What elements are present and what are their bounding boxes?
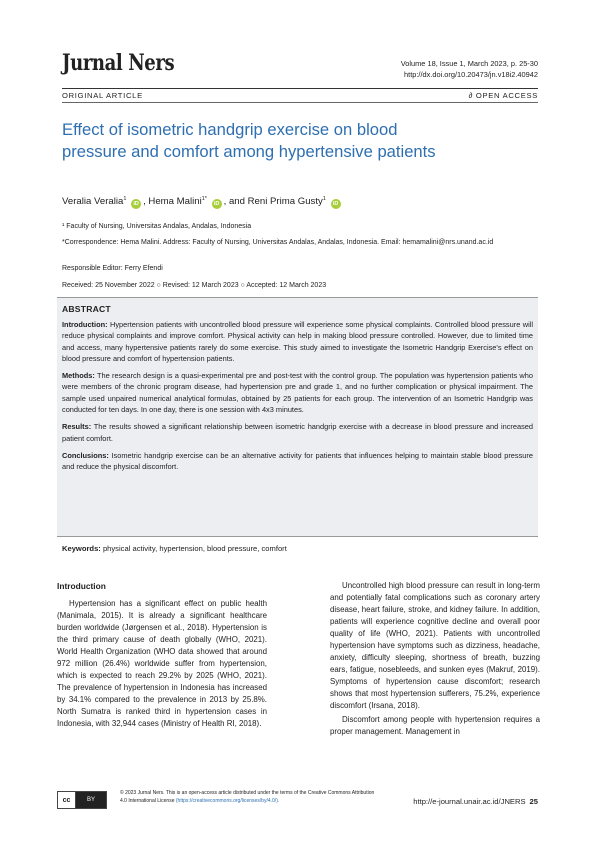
footer-site — [413, 797, 538, 806]
body-paragraph: Hypertension has a significant effect on public health (Manimala, 2015). It is already a significant healthcare burden worldwide (Jørgensen et al., 2018). Hypertension is the third primary cause of death globally (WHO, 2021). World Health Organization (WHO data showed that around 972 million (26.4%) worldwide suffer from hypertension, which is expected to reach 29.2% by 2025 (WHO, 2021). The prevalence of hypertension in Indonesia has increased by 34.1% compared to the prevalence in 2013 by 25.8%. North Sumatra is ranked third in hypertension cases in Indonesia, with 32,944 cases (Ministry of Health RI, 2018). — [57, 599, 267, 728]
abstract-box — [57, 297, 538, 537]
author-name: Hema Malini — [148, 196, 202, 208]
body-column-left — [57, 580, 267, 732]
abstract-introduction — [62, 319, 533, 364]
abstract-label: Methods: — [62, 371, 95, 381]
keywords-label: Keywords: — [62, 544, 101, 553]
license-text: © 2023 Jurnal Ners. This is an open-access article distributed under the terms of the Creative Commons Attribution 4.0 International License — [120, 790, 375, 804]
author-separator: , — [143, 196, 146, 208]
article-title: Effect of isometric handgrip exercise on blood pressure and comfort among hypertensive patients — [62, 120, 436, 161]
license-link[interactable]: (https://creativecommons.org/licenses/by/4.0/). — [175, 798, 280, 804]
author-affiliation-mark: 1 — [322, 196, 326, 202]
volume-line: Volume 18, Issue 1, March 2023, p. 25-30 — [400, 59, 538, 68]
author-name: , and Reni Prima Gusty — [223, 196, 323, 208]
cc-icon: cc — [58, 792, 76, 808]
open-access-label: ∂ OPEN ACCESS — [468, 91, 538, 100]
license-notice — [120, 789, 375, 805]
page-number: 25 — [529, 797, 538, 806]
issue-meta — [401, 58, 538, 80]
article-dates: Received: 25 November 2022 ○ Revised: 12 March 2023 ○ Accepted: 12 March 2023 — [62, 282, 327, 289]
abstract-conclusions — [62, 450, 533, 473]
abstract-text: The results showed a significant relationship between isometric handgrip exercise with a decrease in blood pressure and increased patient comfort. — [62, 422, 533, 443]
responsible-editor: Responsible Editor: Ferry Efendi — [62, 265, 163, 272]
abstract-label: Results: — [62, 422, 92, 432]
by-icon: BY — [76, 792, 106, 808]
body-column-right — [330, 580, 540, 740]
body-paragraph: Discomfort among people with hypertension requires a proper management. Management in — [330, 715, 540, 736]
body-paragraph: Uncontrolled high blood pressure can result in long-term and potentially fatal complications such as coronary artery disease, heart failure, stroke, and kidney failure. In addition, patients will experience cognitive decline and overall poor quality of life (WHO, 2021). Patients with uncontrolled hypertension have symptoms such as dizziness, headache, anxiety, difficulty sleeping, shortness of breath, buzzing ears, fatigue, nosebleeds, and sunken eyes (Makruf, 2019). Symptoms of hypertension cause discomfort; research shows that most hypertension sufferers, 75.2%, experience discomfort (Irsana, 2018). — [330, 581, 540, 710]
abstract-heading: ABSTRACT — [62, 304, 111, 314]
header-rule-secondary — [62, 102, 538, 103]
section-heading: Introduction — [57, 581, 106, 591]
keywords-text: physical activity, hypertension, blood pressure, comfort — [100, 544, 287, 553]
journal-name: Jurnal Ners — [62, 50, 175, 76]
abstract-methods — [62, 370, 533, 415]
affiliation: ¹ Faculty of Nursing, Universitas Andalas, Andalas, Indonesia — [62, 223, 252, 230]
orcid-icon[interactable]: iD — [331, 199, 341, 209]
abstract-label: Conclusions: — [62, 450, 109, 460]
orcid-icon[interactable]: iD — [212, 199, 222, 209]
abstract-label: Introduction: — [62, 320, 108, 329]
doi-link[interactable]: http://dx.doi.org/10.20473/jn.v18i2.40942 — [404, 70, 538, 79]
author-list — [62, 196, 343, 209]
cc-by-license-icon[interactable] — [57, 791, 107, 809]
keywords — [62, 544, 287, 553]
author-name: Veralia Veralia — [62, 196, 124, 208]
abstract-text: Hypertension patients with uncontrolled blood pressure will experience some physical complaints. Controlled blood pressure will reduce physical complaints and improve comfort. Physical activity can help in making blood pressure controlled. However, due to limited time and access, many hypertensive patients rarely do some exercise. This study aimed to investigate the Isometric Handgrip Exercise's effect on blood pressure and comfort of hypertension patients. — [62, 320, 533, 363]
abstract-results — [62, 421, 533, 444]
author-affiliation-mark: 1 — [123, 196, 127, 202]
abstract-text: The research design is a quasi-experimental pre and post-test with the control group. The population was hypertension patients who were members of the chronic program disease, had hypertension pre and grade 1, and no further complication or physical impairment. The sample used unpaired numerical analytical formulas, obtained by 25 patients for each group. The intervention of an Isometric Handgrip was conducted for ten days. In one day, there is one session with 4x3 minutes. — [62, 371, 533, 415]
journal-site-link[interactable]: http://e-journal.unair.ac.id/JNERS — [413, 797, 526, 806]
orcid-icon[interactable]: iD — [131, 199, 141, 209]
correspondence: *Correspondence: Hema Malini. Address: Faculty of Nursing, Universitas Andalas, Andalas, Indonesia. Email: hemamalini@nrs.unand.ac.id — [62, 239, 494, 246]
abstract-text: Isometric handgrip exercise can be an alternative activity for patients that influences helping to maintain stable blood pressure and reduce the physical discomfort. — [62, 450, 533, 472]
header-rule — [62, 88, 538, 89]
article-type: ORIGINAL ARTICLE — [62, 91, 143, 100]
author-affiliation-mark: 1* — [201, 196, 207, 202]
